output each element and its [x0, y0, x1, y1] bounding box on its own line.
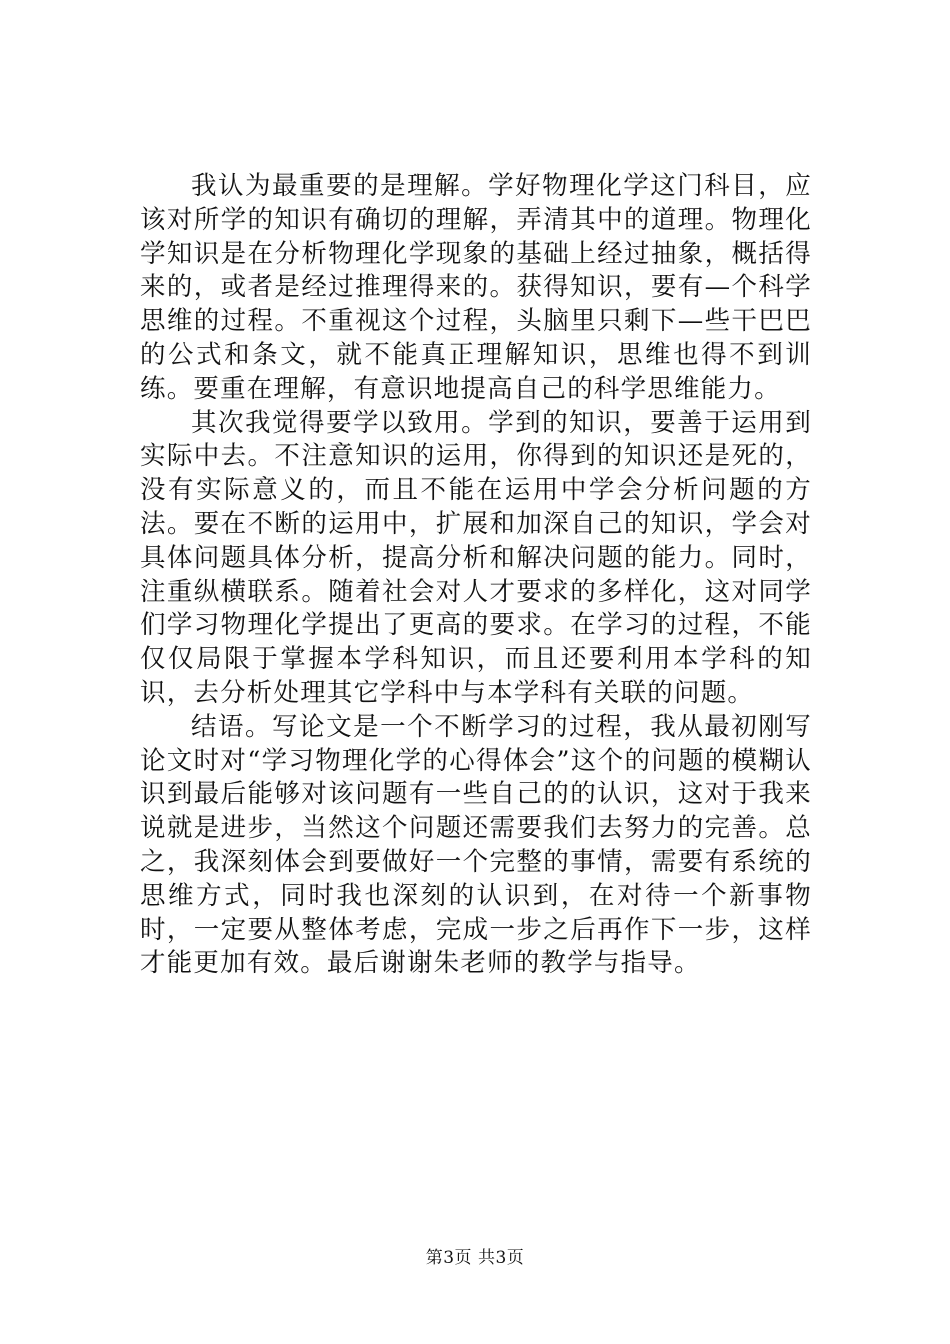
paragraph-conclusion: 结语。写论文是一个不断学习的过程，我从最初刚写论文时对“学习物理化学的心得体会”这个的问题的模糊认识到最后能够对该问题有一些自己的的认识，这对于我来说就是进步，当然这个问题还需要我们去努力的完善。总之，我深刻体会到要做好一个完整的事情，需要有系统的思维方式，同时我也深刻的认识到，在对待一个新事物时，一定要从整体考虑，完成一步之后再作下一步，这样才能更加有效。最后谢谢朱老师的教学与指导。: [140, 711, 812, 979]
paragraph-understanding: 我认为最重要的是理解。学好物理化学这门科目，应该对所学的知识有确切的理解，弄清其中的道理。物理化学知识是在分析物理化学现象的基础上经过抽象，概括得来的，或者是经过推理得来的。获得知识，要有—个科学思维的过程。不重视这个过程，头脑里只剩下—些干巴巴的公式和条文，就不能真正理解知识，思维也得不到训练。要重在理解，有意识地提高自己的科学思维能力。: [140, 171, 812, 404]
page-number-footer: 第3页 共3页: [425, 1248, 525, 1268]
document-body: [140, 170, 812, 981]
paragraph-application: 其次我觉得要学以致用。学到的知识，要善于运用到实际中去。不注意知识的运用，你得到的知识还是死的，没有实际意义的，而且不能在运用中学会分析问题的方法。要在不断的运用中，扩展和加深自己的知识，学会对具体问题具体分析，提高分析和解决问题的能力。同时，注重纵横联系。随着社会对人才要求的多样化，这对同学们学习物理化学提出了更高的要求。在学习的过程，不能仅仅局限于掌握本学科知识，而且还要利用本学科的知识，去分析处理其它学科中与本学科有关联的问题。: [140, 407, 812, 708]
